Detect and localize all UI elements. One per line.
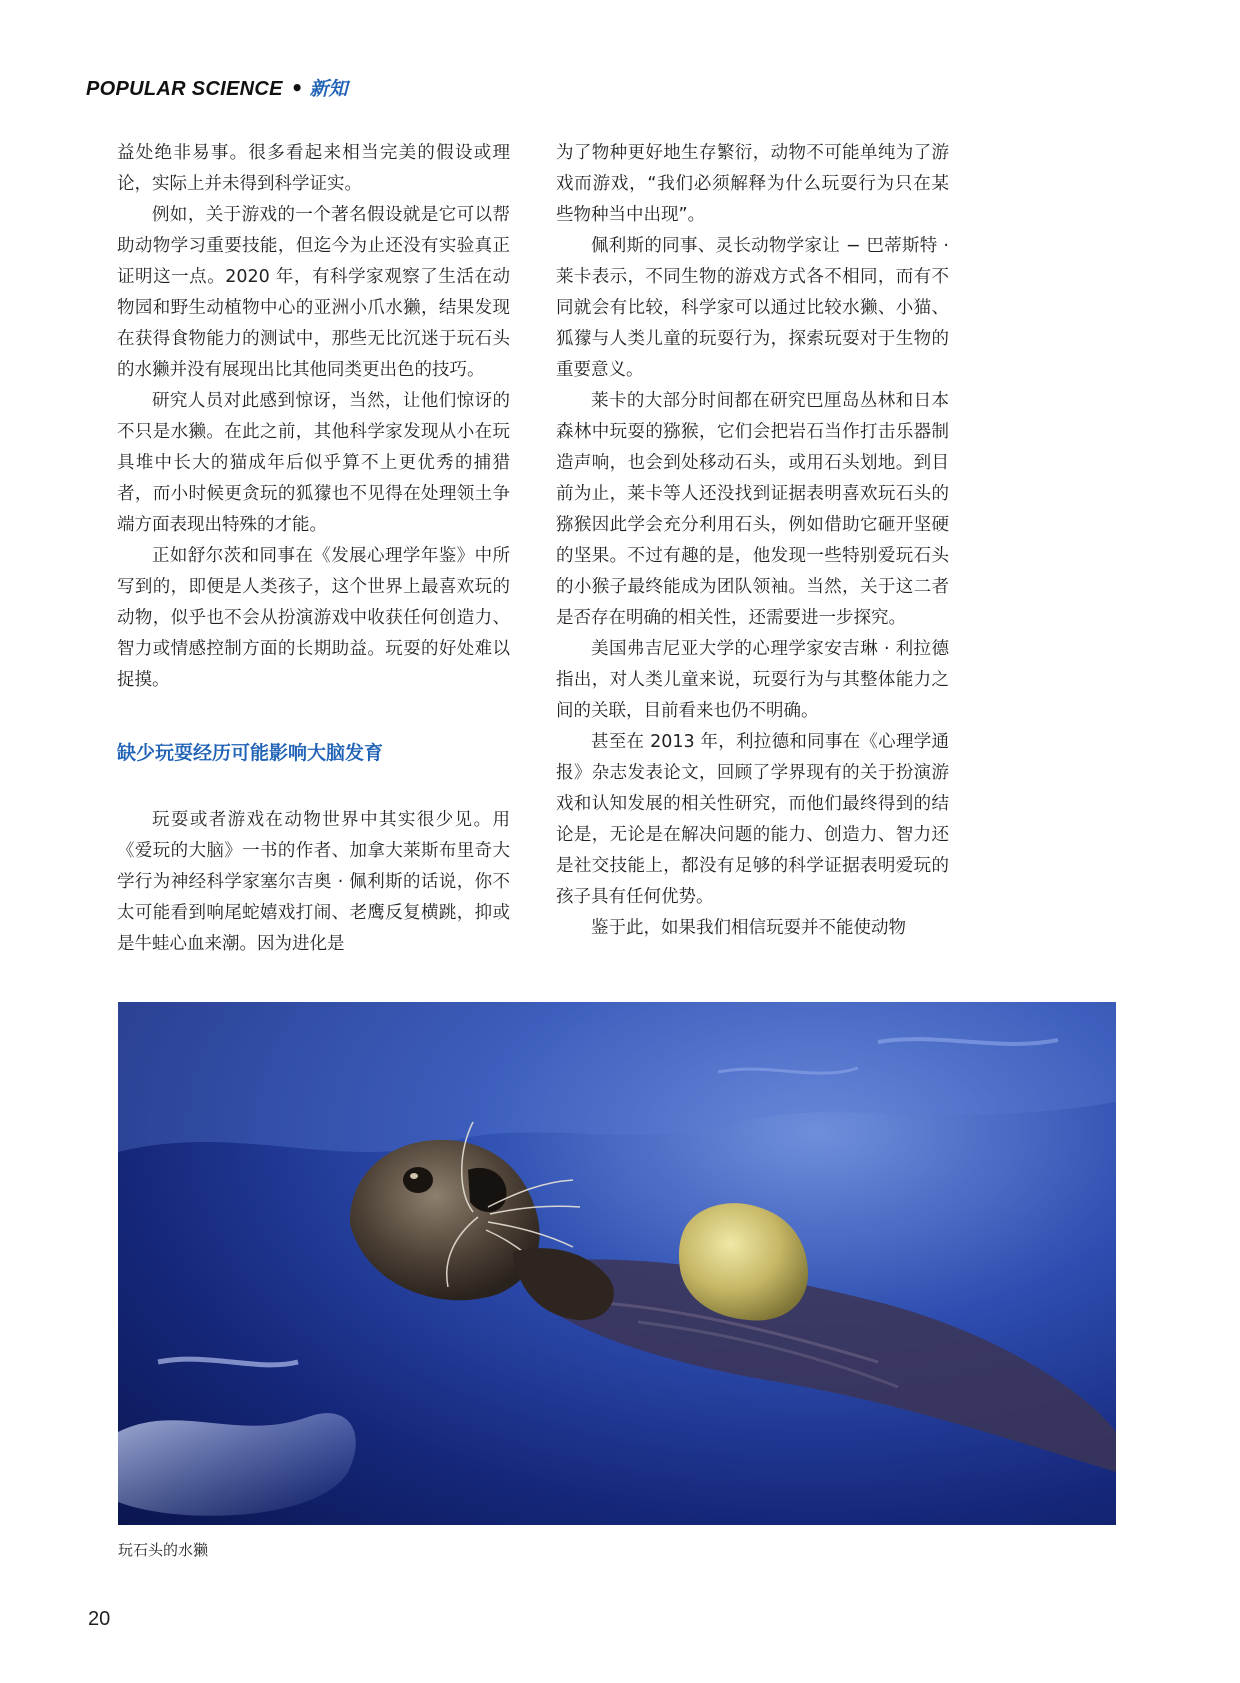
left-column [117, 138, 510, 960]
paragraph: 例如，关于游戏的一个著名假设就是它可以帮助动物学习重要技能，但迄今为止还没有实验真正证明这一点。2020 年，有科学家观察了生活在动物园和野生动植物中心的亚洲小爪水獭，结果发现在获得食物能力的测试中，那些无比沉迷于玩石头的水獭并没有展现出比其他同类更出色的技巧。 [117, 205, 510, 380]
paragraph: 玩耍或者游戏在动物世界中其实很少见。用《爱玩的大脑》一书的作者、加拿大莱斯布里奇大学行为神经科学家塞尔吉奥 · 佩利斯的话说，你不太可能看到响尾蛇嬉戏打闹、老鹰反复横跳，抑或是牛蛙心血来潮。因为进化是 [117, 810, 510, 954]
otter-photo [118, 1002, 1116, 1525]
photo-caption: 玩石头的水獭 [118, 1541, 209, 1559]
otter-illustration [118, 1002, 1116, 1525]
paragraph: 鉴于此，如果我们相信玩耍并不能使动物 [591, 918, 906, 938]
paragraph: 佩利斯的同事、灵长动物学家让 − 巴蒂斯特 · 莱卡表示，不同生物的游戏方式各不相同，而有不同就会有比较，科学家可以通过比较水獭、小猫、狐獴与人类儿童的玩耍行为，探索玩耍对于生物的重要意义。 [556, 236, 949, 380]
section-subheading: 缺少玩耍经历可能影响大脑发育 [117, 742, 384, 764]
paragraph: 为了物种更好地生存繁衍，动物不可能单纯为了游戏而游戏，“我们必须解释为什么玩耍行为只在某些物种当中出现”。 [556, 143, 949, 225]
paragraph: 莱卡的大部分时间都在研究巴厘岛丛林和日本森林中玩耍的猕猴，它们会把岩石当作打击乐器制造声响，也会到处移动石头，或用石头划地。到目前为止，莱卡等人还没找到证据表明喜欢玩石头的猕猴因此学会充分利用石头，例如借助它砸开坚硬的坚果。不过有趣的是，他发现一些特别爱玩石头的小猴子最终能成为团队领袖。当然，关于这二者是否存在明确的相关性，还需要进一步探究。 [556, 391, 949, 628]
running-header [86, 74, 348, 102]
page-number: 20 [88, 1608, 111, 1630]
paragraph: 益处绝非易事。很多看起来相当完美的假设或理论，实际上并未得到科学证实。 [117, 143, 510, 194]
section-name: 新知 [309, 78, 348, 100]
paragraph: 美国弗吉尼亚大学的心理学家安吉琳 · 利拉德指出，对人类儿童来说，玩耍行为与其整体能力之间的关联，目前看来也仍不明确。 [556, 639, 949, 721]
paragraph: 研究人员对此感到惊讶，当然，让他们惊讶的不只是水獭。在此之前，其他科学家发现从小在玩具堆中长大的猫成年后似乎算不上更优秀的捕猎者，而小时候更贪玩的狐獴也不见得在处理领土争端方面表现出特殊的才能。 [117, 391, 510, 535]
magazine-name: POPULAR SCIENCE [86, 78, 283, 100]
paragraph: 正如舒尔茨和同事在《发展心理学年鉴》中所写到的，即便是人类孩子，这个世界上最喜欢玩的动物，似乎也不会从扮演游戏中收获任何创造力、智力或情感控制方面的长期助益。玩耍的好处难以捉摸。 [117, 546, 510, 690]
right-column [556, 138, 949, 944]
paragraph: 甚至在 2013 年，利拉德和同事在《心理学通报》杂志发表论文，回顾了学界现有的关于扮演游戏和认知发展的相关性研究，而他们最终得到的结论是，无论是在解决问题的能力、创造力、智力还是社交技能上，都没有足够的科学证据表明爱玩的孩子具有任何优势。 [556, 732, 949, 907]
header-separator: • [290, 76, 304, 100]
